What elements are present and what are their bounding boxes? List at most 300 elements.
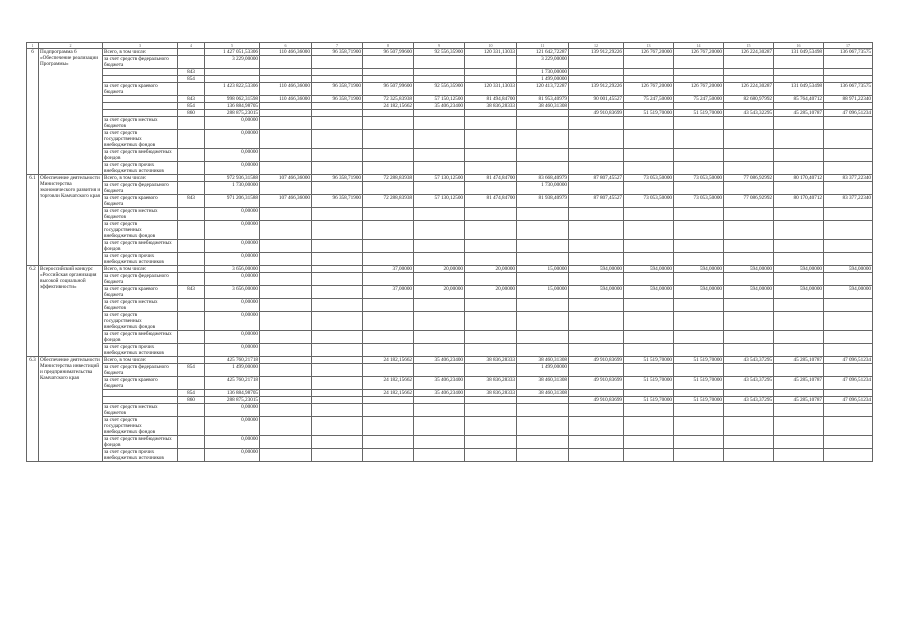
- department-code: [178, 83, 205, 96]
- year-value: 81 953,40979: [517, 96, 569, 103]
- year-value: [569, 331, 624, 344]
- department-code: [178, 299, 205, 312]
- year-value: 126 767,20000: [674, 83, 724, 96]
- year-value: [624, 208, 674, 221]
- year-value: 35 406,23400: [414, 357, 465, 364]
- year-value: [465, 130, 517, 149]
- year-value: [824, 76, 873, 83]
- year-value: [624, 221, 674, 240]
- year-value: [724, 162, 774, 175]
- year-value: [674, 312, 724, 331]
- year-value: [465, 331, 517, 344]
- year-value: 20,00000: [414, 286, 465, 299]
- year-value: [260, 266, 312, 273]
- department-code: 860: [178, 110, 205, 117]
- year-value: [465, 417, 517, 436]
- department-code: 854: [178, 103, 205, 110]
- year-value: [674, 449, 724, 462]
- year-value: [674, 299, 724, 312]
- table-row: [27, 208, 873, 221]
- department-code: 854: [178, 390, 205, 397]
- year-value: [517, 149, 569, 162]
- year-value: [312, 103, 363, 110]
- year-value: [674, 221, 724, 240]
- year-value: 136 067,73575: [824, 83, 873, 96]
- year-value: [774, 240, 824, 253]
- item-name: Всероссийский конкурс «Российская организация высокой социальной эффективности»: [39, 266, 103, 357]
- year-value: [260, 76, 312, 83]
- year-value: [414, 240, 465, 253]
- year-value: 1 499,00000: [517, 76, 569, 83]
- year-value: 75 247,50000: [624, 96, 674, 103]
- year-value: [260, 117, 312, 130]
- year-value: 96 358,71900: [312, 49, 363, 56]
- year-value: [824, 364, 873, 377]
- year-value: [674, 417, 724, 436]
- year-value: [624, 162, 674, 175]
- column-number: 2: [39, 43, 103, 49]
- year-value: [824, 149, 873, 162]
- department-code: 860: [178, 397, 205, 404]
- year-value: [624, 404, 674, 417]
- department-code: 843: [178, 69, 205, 76]
- year-value: [465, 208, 517, 221]
- year-value: 126 224,30287: [724, 83, 774, 96]
- year-value: [824, 103, 873, 110]
- year-value: [363, 208, 414, 221]
- table-row: [27, 404, 873, 417]
- year-value: [414, 130, 465, 149]
- year-value: 51 519,70000: [674, 377, 724, 390]
- year-value: [824, 312, 873, 331]
- year-value: 37,00000: [363, 266, 414, 273]
- year-value: 92 556,35900: [414, 49, 465, 56]
- year-value: [569, 344, 624, 357]
- year-value: [465, 364, 517, 377]
- year-value: [312, 273, 363, 286]
- year-value: [260, 449, 312, 462]
- year-value: [517, 110, 569, 117]
- year-value: 57 150,12500: [414, 96, 465, 103]
- year-value: [569, 417, 624, 436]
- funding-source: за счет средств краевого бюджета: [103, 195, 178, 208]
- table-row: [27, 390, 873, 397]
- year-value: [824, 449, 873, 462]
- total-value: 1 730,00000: [205, 182, 260, 195]
- total-value: 0,00000: [205, 253, 260, 266]
- table-row: [27, 253, 873, 266]
- year-value: [724, 103, 774, 110]
- year-value: [674, 344, 724, 357]
- year-value: 1 730,00000: [517, 69, 569, 76]
- year-value: [312, 149, 363, 162]
- year-value: [724, 344, 774, 357]
- year-value: [774, 299, 824, 312]
- table-row: [27, 221, 873, 240]
- year-value: 51 519,70000: [624, 397, 674, 404]
- total-value: 0,00000: [205, 221, 260, 240]
- table-body: [27, 43, 873, 462]
- year-value: [569, 404, 624, 417]
- year-value: 77 086,92992: [724, 195, 774, 208]
- year-value: [312, 286, 363, 299]
- column-number: 15: [724, 43, 774, 49]
- year-value: [312, 253, 363, 266]
- year-value: [774, 253, 824, 266]
- year-value: [624, 390, 674, 397]
- funding-source: за счет средств внебюджетных фондов: [103, 331, 178, 344]
- item-name: Обеспечение деятельности Министерства экономического развития и торговли Камчатского края: [39, 175, 103, 266]
- year-value: [517, 117, 569, 130]
- year-value: [517, 240, 569, 253]
- department-code: 854: [178, 76, 205, 83]
- year-value: [624, 182, 674, 195]
- department-code: 843: [178, 96, 205, 103]
- column-number: 13: [624, 43, 674, 49]
- year-value: 45 285,10787: [774, 377, 824, 390]
- funding-source: за счет средств местных бюджетов: [103, 117, 178, 130]
- year-value: [517, 130, 569, 149]
- department-code: [178, 49, 205, 56]
- year-value: [312, 56, 363, 69]
- year-value: [724, 390, 774, 397]
- year-value: [824, 182, 873, 195]
- funding-source: Всего, в том числе:: [103, 175, 178, 182]
- year-value: [824, 273, 873, 286]
- year-value: 80 170,40712: [774, 175, 824, 182]
- year-value: 51 519,70000: [624, 110, 674, 117]
- table-row: [27, 266, 873, 273]
- year-value: [260, 404, 312, 417]
- department-code: [178, 404, 205, 417]
- year-value: [824, 344, 873, 357]
- table-row: [27, 299, 873, 312]
- total-value: 425 760,21718: [205, 357, 260, 364]
- year-value: [414, 417, 465, 436]
- column-number: 11: [517, 43, 569, 49]
- table-row: [27, 357, 873, 364]
- table-row: [27, 240, 873, 253]
- year-value: [465, 253, 517, 266]
- year-value: [774, 76, 824, 83]
- year-value: [517, 299, 569, 312]
- department-code: [178, 357, 205, 364]
- year-value: 110 466,36000: [260, 49, 312, 56]
- year-value: [624, 417, 674, 436]
- year-value: 107 466,36000: [260, 195, 312, 208]
- department-code: [178, 273, 205, 286]
- funding-source: за счет средств местных бюджетов: [103, 299, 178, 312]
- year-value: [674, 182, 724, 195]
- table-row: [27, 175, 873, 182]
- table-row: [27, 149, 873, 162]
- column-number: 12: [569, 43, 624, 49]
- year-value: [260, 56, 312, 69]
- year-value: [517, 162, 569, 175]
- year-value: 121 642,72287: [517, 49, 569, 56]
- year-value: [465, 149, 517, 162]
- year-value: 38 460,31308: [517, 377, 569, 390]
- total-value: 0,00000: [205, 436, 260, 449]
- year-value: 107 466,36000: [260, 175, 312, 182]
- year-value: 594,00000: [774, 266, 824, 273]
- year-value: [312, 266, 363, 273]
- department-code: 843: [178, 195, 205, 208]
- funding-source: [103, 397, 178, 404]
- year-value: [674, 69, 724, 76]
- year-value: [260, 208, 312, 221]
- year-value: [414, 69, 465, 76]
- year-value: 72 288,83938: [363, 195, 414, 208]
- department-code: [178, 240, 205, 253]
- year-value: 80 170,40712: [774, 195, 824, 208]
- year-value: [517, 417, 569, 436]
- year-value: [774, 331, 824, 344]
- year-value: [363, 417, 414, 436]
- year-value: [624, 344, 674, 357]
- department-code: [178, 266, 205, 273]
- funding-source: [103, 76, 178, 83]
- year-value: 77 086,92992: [724, 175, 774, 182]
- year-value: [465, 397, 517, 404]
- total-value: 136 884,98705: [205, 103, 260, 110]
- year-value: [674, 208, 724, 221]
- year-value: [724, 56, 774, 69]
- total-value: 3 656,00000: [205, 266, 260, 273]
- table-row: [27, 344, 873, 357]
- total-value: 0,00000: [205, 449, 260, 462]
- funding-source: за счет средств государственных внебюджетных фондов: [103, 312, 178, 331]
- year-value: [414, 76, 465, 83]
- total-value: [205, 69, 260, 76]
- total-value: 288 875,23015: [205, 110, 260, 117]
- year-value: [363, 299, 414, 312]
- year-value: [517, 331, 569, 344]
- year-value: 45 285,10787: [774, 397, 824, 404]
- funding-source: за счет средств краевого бюджета: [103, 286, 178, 299]
- year-value: [569, 117, 624, 130]
- year-value: [569, 436, 624, 449]
- year-value: [312, 344, 363, 357]
- year-value: 110 466,36000: [260, 96, 312, 103]
- total-value: 0,00000: [205, 417, 260, 436]
- funding-source: за счет средств федерального бюджета: [103, 182, 178, 195]
- funding-source: [103, 103, 178, 110]
- year-value: 45 285,10787: [774, 357, 824, 364]
- column-number: 4: [178, 43, 205, 49]
- year-value: 136 067,73575: [824, 49, 873, 56]
- department-code: 843: [178, 286, 205, 299]
- year-value: [624, 103, 674, 110]
- year-value: [624, 253, 674, 266]
- funding-source: за счет средств прочих внебюджетных источников: [103, 162, 178, 175]
- year-value: [260, 182, 312, 195]
- year-value: [465, 436, 517, 449]
- year-value: [674, 103, 724, 110]
- year-value: 139 912,29226: [569, 83, 624, 96]
- year-value: [774, 273, 824, 286]
- year-value: 594,00000: [724, 286, 774, 299]
- department-code: [178, 331, 205, 344]
- year-value: 120 331,13033: [465, 49, 517, 56]
- year-value: [774, 103, 824, 110]
- year-value: [260, 162, 312, 175]
- year-value: [624, 273, 674, 286]
- year-value: 126 767,20000: [624, 83, 674, 96]
- year-value: [312, 240, 363, 253]
- year-value: [363, 253, 414, 266]
- year-value: [724, 331, 774, 344]
- column-number: 8: [363, 43, 414, 49]
- year-value: 83 377,22340: [824, 195, 873, 208]
- year-value: 38 836,28333: [465, 377, 517, 390]
- year-value: [465, 273, 517, 286]
- year-value: [363, 312, 414, 331]
- year-value: 3 229,00000: [517, 56, 569, 69]
- year-value: [674, 404, 724, 417]
- table-row: [27, 377, 873, 390]
- table-row: [27, 182, 873, 195]
- year-value: 90 001,45527: [569, 96, 624, 103]
- year-value: 72 325,83938: [363, 96, 414, 103]
- year-value: [824, 436, 873, 449]
- year-value: 43 543,32295: [724, 110, 774, 117]
- table-row: [27, 364, 873, 377]
- year-value: [724, 299, 774, 312]
- year-value: [774, 130, 824, 149]
- department-code: 854: [178, 364, 205, 377]
- year-value: [774, 364, 824, 377]
- table-row: [27, 286, 873, 299]
- year-value: [260, 390, 312, 397]
- year-value: [774, 404, 824, 417]
- year-value: 51 519,70000: [674, 110, 724, 117]
- year-value: [569, 56, 624, 69]
- total-value: 971 206,31588: [205, 195, 260, 208]
- year-value: 139 912,29226: [569, 49, 624, 56]
- total-value: 1 427 051,53306: [205, 49, 260, 56]
- item-name: Обеспечение деятельности Министерства инвестиций и предпринимательства Камчатского края: [39, 357, 103, 462]
- item-name: Подпрограмма 6 «Обеспечение реализации Программы»: [39, 49, 103, 175]
- year-value: [724, 117, 774, 130]
- year-value: 72 288,83938: [363, 175, 414, 182]
- year-value: [260, 299, 312, 312]
- year-value: [674, 162, 724, 175]
- total-value: 0,00000: [205, 130, 260, 149]
- year-value: [414, 404, 465, 417]
- year-value: [414, 110, 465, 117]
- year-value: [724, 404, 774, 417]
- year-value: 81 938,40979: [517, 195, 569, 208]
- year-value: 87 807,45527: [569, 175, 624, 182]
- year-value: [465, 221, 517, 240]
- year-value: [312, 357, 363, 364]
- year-value: 38 460,31308: [517, 390, 569, 397]
- total-value: 0,00000: [205, 149, 260, 162]
- year-value: [774, 56, 824, 69]
- year-value: [774, 417, 824, 436]
- department-code: [178, 344, 205, 357]
- year-value: [674, 253, 724, 266]
- year-value: [465, 162, 517, 175]
- year-value: 51 519,70000: [624, 357, 674, 364]
- column-number: 6: [260, 43, 312, 49]
- year-value: [465, 110, 517, 117]
- budget-table-sheet: [26, 42, 871, 462]
- funding-source: за счет средств государственных внебюджетных фондов: [103, 221, 178, 240]
- year-value: 15,00000: [517, 266, 569, 273]
- table-row: [27, 397, 873, 404]
- year-value: 35 406,23400: [414, 377, 465, 390]
- year-value: 83 668,40979: [517, 175, 569, 182]
- year-value: [824, 253, 873, 266]
- year-value: 87 807,45527: [569, 195, 624, 208]
- year-value: [260, 130, 312, 149]
- year-value: [260, 273, 312, 286]
- year-value: [414, 436, 465, 449]
- total-value: 0,00000: [205, 299, 260, 312]
- year-value: [517, 436, 569, 449]
- year-value: [569, 182, 624, 195]
- year-value: 594,00000: [624, 266, 674, 273]
- table-row: [27, 76, 873, 83]
- year-value: [624, 76, 674, 83]
- table-row: [27, 56, 873, 69]
- year-value: [624, 240, 674, 253]
- column-number: 14: [674, 43, 724, 49]
- year-value: 51 519,70000: [674, 357, 724, 364]
- year-value: [312, 404, 363, 417]
- column-number: 10: [465, 43, 517, 49]
- year-value: [363, 182, 414, 195]
- year-value: [312, 76, 363, 83]
- year-value: [824, 417, 873, 436]
- year-value: [517, 221, 569, 240]
- year-value: 35 406,23400: [414, 390, 465, 397]
- year-value: 81 474,84700: [465, 195, 517, 208]
- total-value: 1 423 822,53306: [205, 83, 260, 96]
- year-value: [414, 364, 465, 377]
- year-value: [260, 357, 312, 364]
- year-value: 92 556,35900: [414, 83, 465, 96]
- department-code: [178, 56, 205, 69]
- year-value: [363, 69, 414, 76]
- total-value: 136 884,98705: [205, 390, 260, 397]
- year-value: [569, 149, 624, 162]
- year-value: [674, 436, 724, 449]
- funding-source: за счет средств прочих внебюджетных источников: [103, 449, 178, 462]
- table-row: [27, 436, 873, 449]
- year-value: 120 413,72287: [517, 83, 569, 96]
- year-value: [517, 208, 569, 221]
- year-value: 38 836,28333: [465, 390, 517, 397]
- year-value: 131 049,53498: [774, 49, 824, 56]
- year-value: [414, 344, 465, 357]
- year-value: [569, 221, 624, 240]
- funding-source: за счет средств федерального бюджета: [103, 364, 178, 377]
- year-value: [363, 240, 414, 253]
- year-value: [260, 253, 312, 266]
- department-code: [178, 162, 205, 175]
- year-value: 96 358,71900: [312, 83, 363, 96]
- table-row: [27, 83, 873, 96]
- year-value: [465, 240, 517, 253]
- department-code: [178, 130, 205, 149]
- total-value: [205, 76, 260, 83]
- year-value: 131 049,53498: [774, 83, 824, 96]
- year-value: [569, 103, 624, 110]
- year-value: [312, 130, 363, 149]
